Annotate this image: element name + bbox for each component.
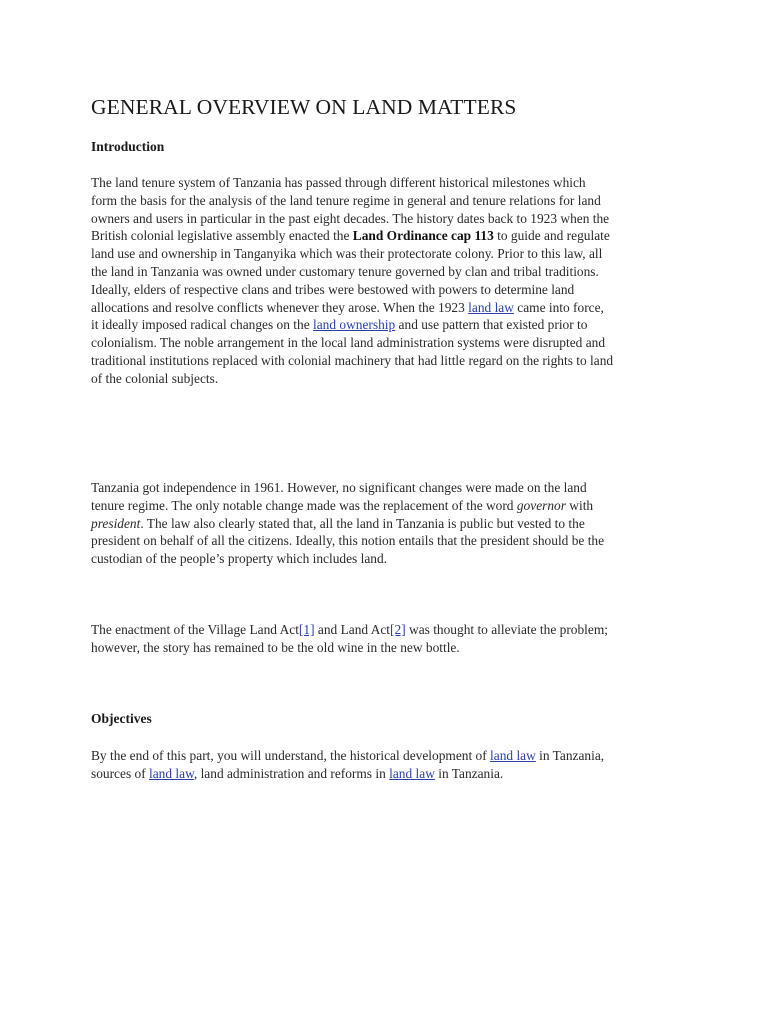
- intro-text: it ideally imposed radical changes on the: [91, 317, 313, 333]
- objectives-text: , land administration and reforms in: [193, 765, 390, 781]
- enactment-line: however, the story has remained to be the old wine in the new bottle.: [91, 639, 460, 655]
- intro-line: owners and users in particular in the past eight decades. The history dates back to 1923 when the: [91, 210, 610, 226]
- introduction-paragraph: [91, 174, 691, 388]
- enactment-text: was thought to alleviate the problem;: [405, 622, 608, 637]
- intro-text: and use pattern that existed prior to: [395, 317, 588, 333]
- independence-line: Tanzania got independence in 1961. However, no significant changes were made on the land: [91, 480, 587, 495]
- land-law-link[interactable]: land law: [468, 299, 514, 315]
- objectives-text: By the end of this part, you will understand, the historical development of: [91, 748, 491, 763]
- objectives-line: [91, 747, 691, 765]
- enactment-text: and Land Act: [314, 622, 391, 637]
- intro-line: colonialism. The noble arrangement in the local land administration systems were disrupted and: [91, 335, 606, 351]
- intro-line: land use and ownership in Tanganyika which was their protectorate colony. Prior to this law, all: [91, 246, 603, 262]
- intro-text: British colonial legislative assembly enacted the: [91, 228, 353, 244]
- independence-line: [91, 497, 691, 515]
- independence-paragraph: [91, 479, 691, 568]
- land-law-link[interactable]: land law: [490, 748, 536, 763]
- objectives-text: sources of: [91, 765, 150, 781]
- president-italic: president: [91, 515, 141, 531]
- objectives-text: in Tanzania,: [535, 748, 605, 763]
- land-ownership-link[interactable]: land ownership: [313, 317, 396, 333]
- footnote-1-link[interactable]: [1]: [298, 622, 315, 637]
- land-law-link[interactable]: land law: [389, 765, 435, 781]
- objectives-text: in Tanzania.: [434, 765, 504, 781]
- intro-line: traditional institutions replaced with colonial machinery that had little regard on the rights to land: [91, 352, 614, 368]
- enactment-line: [91, 621, 691, 639]
- land-ordinance-bold: Land Ordinance cap 113: [352, 228, 494, 244]
- introduction-heading: Introduction: [91, 139, 165, 154]
- intro-line: form the basis for the analysis of the land tenure regime in general and tenure relations for land: [91, 192, 601, 208]
- enactment-paragraph: [91, 621, 691, 657]
- intro-line: The land tenure system of Tanzania has passed through different historical milestones which: [91, 175, 586, 190]
- footnote-2-link[interactable]: [2]: [390, 622, 406, 637]
- intro-line: [91, 227, 691, 245]
- governor-italic: governor: [516, 497, 566, 513]
- document-title: GENERAL OVERVIEW ON LAND MATTERS: [91, 95, 517, 119]
- intro-line: Ideally, elders of respective clans and tribes were bestowed with powers to determine land: [91, 281, 575, 297]
- enactment-text: The enactment of the Village Land Act: [91, 622, 299, 637]
- intro-line: [91, 299, 691, 317]
- independence-text: with: [565, 497, 594, 513]
- intro-text: to guide and regulate: [493, 228, 610, 244]
- intro-line: the land in Tanzania was owned under customary tenure governed by clan and tribal traditions.: [91, 263, 599, 279]
- objectives-line: [91, 765, 691, 783]
- independence-line: [91, 515, 691, 533]
- independence-text: . The law also clearly stated that, all the land in Tanzania is public but vested to the: [140, 515, 585, 531]
- land-law-link[interactable]: land law: [149, 765, 194, 781]
- intro-line: of the colonial subjects.: [91, 370, 219, 386]
- objectives-paragraph: [91, 747, 691, 783]
- objectives-heading: Objectives: [91, 711, 152, 726]
- independence-text: tenure regime. The only notable change made was the replacement of the word: [91, 497, 517, 513]
- intro-text: allocations and resolve conflicts whenever they arose. When the 1923: [91, 299, 469, 315]
- intro-line: [91, 316, 691, 334]
- independence-line: custodian of the people’s property which includes land.: [91, 551, 388, 567]
- independence-line: president on behalf of all the citizens. Ideally, this notion entails that the president should be the: [91, 533, 605, 549]
- intro-text: came into force,: [513, 299, 604, 315]
